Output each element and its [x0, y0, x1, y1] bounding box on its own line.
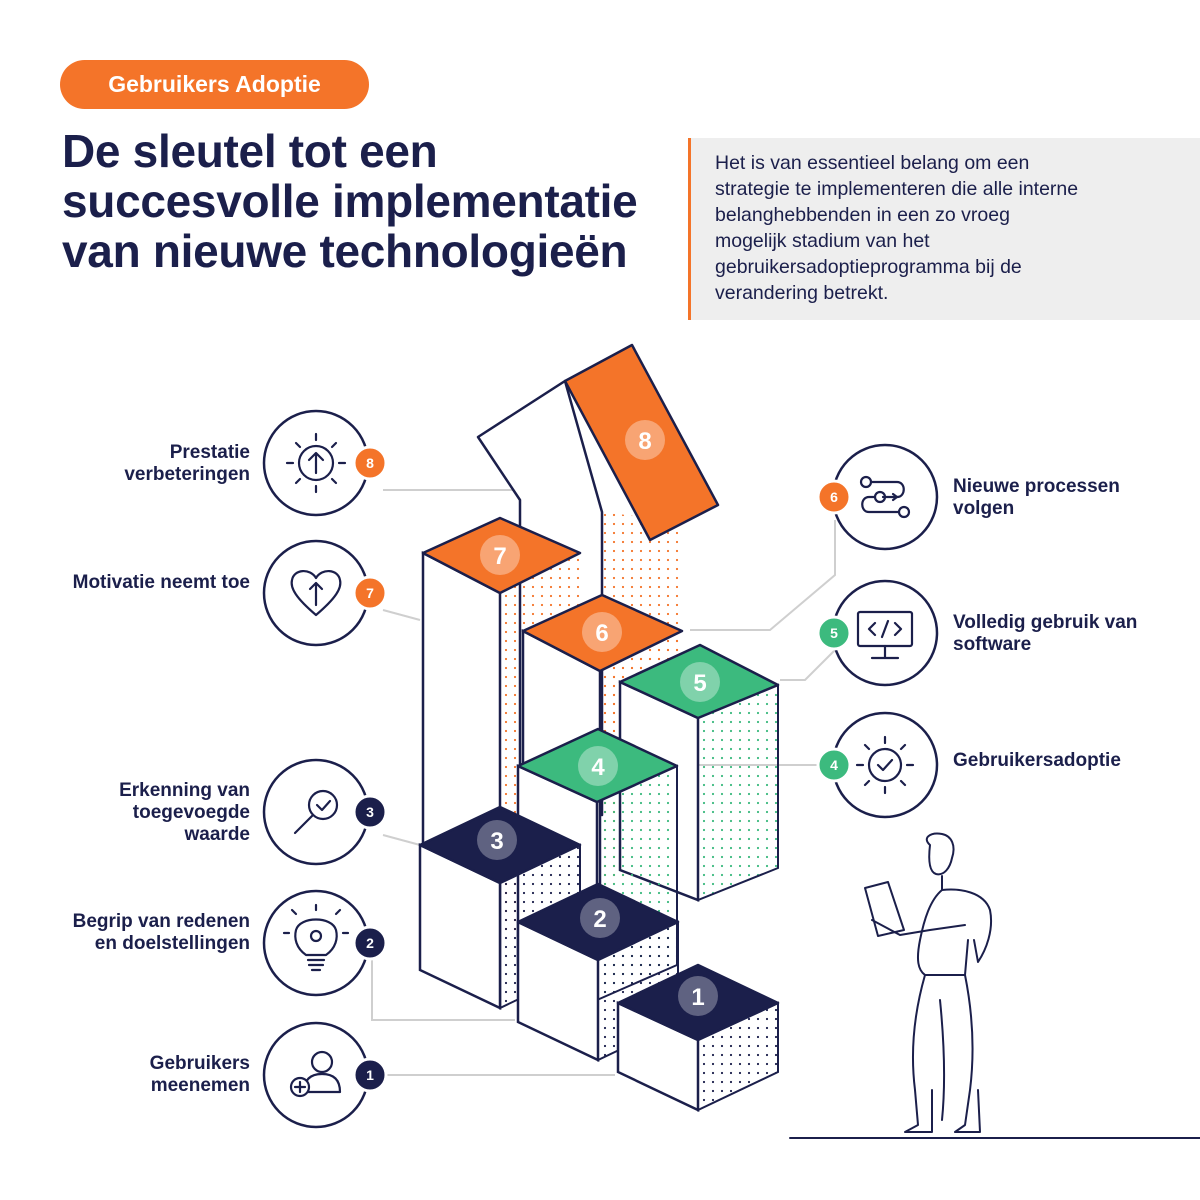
step-label-4: Gebruikersadoptie — [953, 750, 1121, 771]
badge-7: 7 — [366, 585, 374, 601]
category-badge: Gebruikers Adoptie — [60, 60, 369, 109]
step-label-1: Gebruikers meenemen — [149, 1053, 250, 1096]
badge-5: 5 — [830, 625, 838, 641]
badge-1: 1 — [366, 1067, 374, 1083]
badge-2: 2 — [366, 935, 374, 951]
page-title: De sleutel tot een succesvolle implementatie van nieuwe technologieën — [62, 125, 638, 277]
step-label-7: Motivatie neemt toe — [72, 572, 250, 593]
step-3-number: 3 — [490, 828, 504, 855]
intro-text: Het is van essentieel belang om een strategie te implementeren die alle interne belanghebbenden in een zo vroeg mogelijk stadium van het gebruikersadoptieprogramma bij de verandering betrekt. — [715, 152, 1079, 304]
badge-3: 3 — [366, 804, 374, 820]
icon-circle-3 — [264, 760, 368, 864]
badge-4: 4 — [830, 757, 838, 773]
step-label-8: Prestatie verbeteringen — [124, 442, 250, 485]
badge-8: 8 — [366, 455, 374, 471]
person-illustration — [790, 834, 1200, 1138]
step-1-number: 1 — [691, 984, 705, 1011]
step-4-number: 4 — [591, 754, 605, 781]
step-label-5: Volledig gebruik van software — [953, 612, 1138, 655]
step-label-6: Nieuwe processen volgen — [953, 476, 1120, 519]
step-8-number: 8 — [638, 428, 652, 455]
step-6-number: 6 — [595, 620, 609, 647]
step-label-2: Begrip van redenen en doelstellingen — [72, 911, 250, 954]
step-2-number: 2 — [593, 906, 607, 933]
step-5-number: 5 — [693, 670, 707, 697]
step-7-number: 7 — [493, 543, 507, 570]
step-label-3: Erkenning van toegevoegde waarde — [119, 780, 250, 845]
badge-6: 6 — [830, 489, 838, 505]
